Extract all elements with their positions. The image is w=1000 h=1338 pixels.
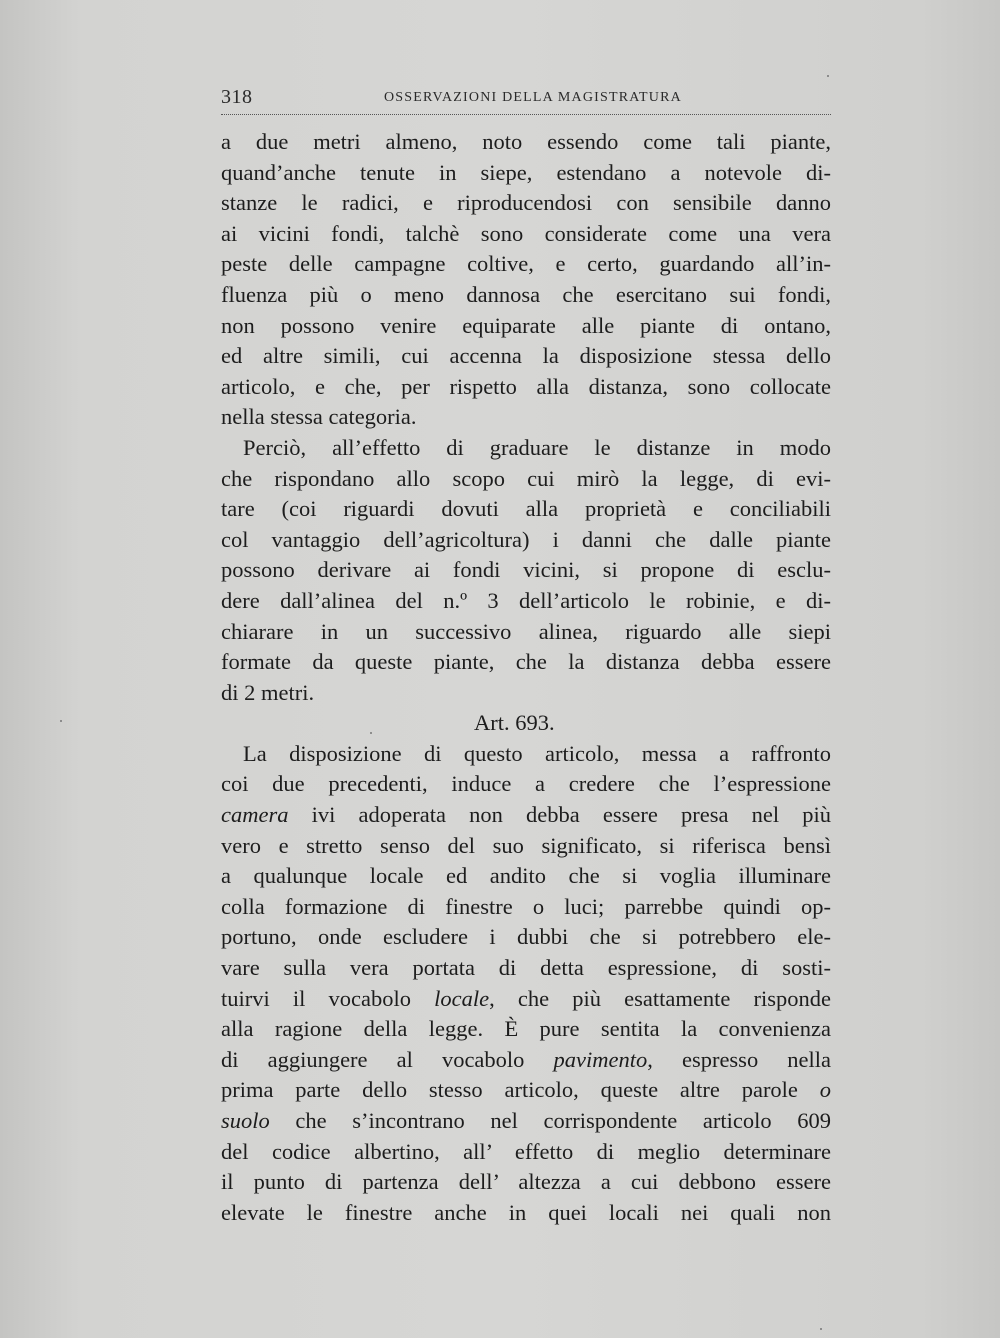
text-line: non possono venire equiparate alle piante di ontano, xyxy=(221,312,831,338)
text-line: Perciò, all’effetto di graduare le distanze in modo xyxy=(243,434,831,460)
text-line: ed altre simili, cui accenna la disposizione stessa dello xyxy=(221,343,831,369)
article-heading: Art. 693. xyxy=(474,710,555,736)
text-line: portuno, onde escludere i dubbi che si potrebbero ele- xyxy=(221,924,831,950)
text-line: stanze le radici, e riproducendosi con sensibile danno xyxy=(221,190,831,216)
text-line: quand’anche tenute in siepe, estendano a notevole di- xyxy=(221,159,831,185)
running-head: OSSERVAZIONI DELLA MAGISTRATURA xyxy=(384,90,682,105)
text-line: formate da queste piante, che la distanza debba essere xyxy=(221,649,831,675)
text-line: fluenza più o meno dannosa che esercitano sui fondi, xyxy=(221,281,831,307)
text-line: che rispondano allo scopo cui mirò la legge, di evi- xyxy=(221,465,831,491)
header-rule xyxy=(221,114,831,115)
text-line: chiarare in un successivo alinea, riguardo alle siepi xyxy=(221,618,831,644)
text-line: il punto di partenza dell’ altezza a cui debbono essere xyxy=(221,1169,831,1195)
text-line: nella stessa categoria. xyxy=(221,404,417,430)
text-line: alla ragione della legge. È pure sentita la convenienza xyxy=(221,1016,831,1042)
text-line: prima parte dello stesso articolo, queste altre parole o xyxy=(221,1077,831,1103)
text-line: di aggiungere al vocabolo pavimento, espresso nella xyxy=(221,1046,832,1072)
text-line: tuirvi il vocabolo locale, che più esattamente risponde xyxy=(221,985,831,1011)
text-line: La disposizione di questo articolo, messa a raffronto xyxy=(243,740,831,766)
text-line: coi due precedenti, induce a credere che l’espressione xyxy=(221,771,831,797)
speck-mark xyxy=(827,75,829,77)
text-line: a qualunque locale ed andito che si voglia illuminare xyxy=(221,863,831,889)
speck-mark xyxy=(60,720,62,722)
text-line: elevate le finestre anche in quei locali nei quali non xyxy=(221,1199,831,1225)
text-line: suolo che s’incontrano nel corrispondente articolo 609 xyxy=(221,1108,831,1133)
page-number: 318 xyxy=(221,86,253,108)
text-line: vero e stretto senso del suo significato, si riferisca bensì xyxy=(221,832,831,858)
text-line: peste delle campagne coltive, e certo, guardando all’in- xyxy=(221,251,831,277)
text-line: colla formazione di finestre o luci; parrebbe quindi op- xyxy=(221,893,831,919)
speck-mark xyxy=(370,732,372,734)
text-line: tare (coi riguardi dovuti alla proprietà e conciliabili xyxy=(221,496,831,522)
text-line: ai vicini fondi, talchè sono considerate come una vera xyxy=(221,220,831,246)
text-line: col vantaggio dell’agricoltura) i danni che dalle piante xyxy=(221,526,831,552)
body-text xyxy=(221,127,831,1228)
text-line: articolo, e che, per rispetto alla distanza, sono collocate xyxy=(221,373,831,399)
text-line: possono derivare ai fondi vicini, si propone di esclu- xyxy=(221,557,831,583)
text-line: camera ivi adoperata non debba essere presa nel più xyxy=(221,802,831,828)
speck-mark xyxy=(820,1328,822,1330)
text-line: vare sulla vera portata di detta espressione, di sosti- xyxy=(221,955,831,981)
text-line: di 2 metri. xyxy=(221,679,315,705)
text-line: del codice albertino, all’ effetto di meglio determinare xyxy=(221,1138,831,1164)
text-line: a due metri almeno, noto essendo come tali piante, xyxy=(221,129,831,154)
page-header xyxy=(221,86,831,110)
text-line: dere dall’alinea del n.º 3 dell’articolo le robinie, e di- xyxy=(221,587,831,613)
